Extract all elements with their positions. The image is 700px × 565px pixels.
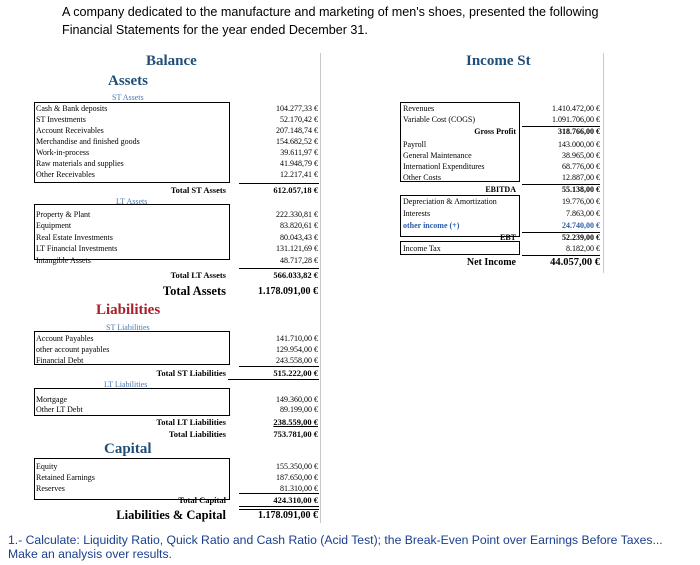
st-asset-value: 207.148,74 € bbox=[276, 126, 318, 135]
other-costs-value: 12.887,00 € bbox=[562, 173, 600, 182]
lt-asset-value: 222.330,81 € bbox=[276, 210, 318, 219]
revenues-label: Revenues bbox=[403, 104, 435, 113]
total-rule bbox=[522, 255, 600, 256]
other-income-value: 24.740,00 € bbox=[562, 221, 600, 230]
total-lt-liabilities-label: Total LT Liabilities bbox=[156, 417, 226, 427]
lt-asset-label: LT Financial Investments bbox=[36, 244, 118, 253]
column-divider bbox=[320, 53, 321, 523]
total-rule bbox=[239, 183, 319, 184]
financial-statements-sheet bbox=[34, 47, 604, 525]
other-costs-label: Other Costs bbox=[403, 173, 441, 182]
ebitda-label: EBITDA bbox=[485, 185, 516, 194]
st-asset-label: Account Receivables bbox=[36, 126, 104, 135]
st-liability-label: Account Payables bbox=[36, 334, 94, 343]
liab-capital-label: Liabilities & Capital bbox=[116, 508, 226, 522]
total-assets-label: Total Assets bbox=[162, 284, 226, 298]
st-asset-value: 52.170,42 € bbox=[280, 115, 318, 124]
lt-liability-value: 149.360,00 € bbox=[276, 395, 318, 404]
st-liability-value: 129.954,00 € bbox=[276, 345, 318, 354]
lt-asset-value: 131.121,69 € bbox=[276, 244, 318, 253]
lt-asset-value: 80.043,43 € bbox=[280, 233, 318, 242]
question-line-1: 1.- Calculate: Liquidity Ratio, Quick Ratio and Cash Ratio (Acid Test); the Break-Even Point over Earnings Before Taxes... bbox=[8, 533, 663, 547]
lt-liability-value: 89.199,00 € bbox=[280, 405, 318, 414]
st-liabilities-label: ST Liabilities bbox=[106, 323, 150, 332]
payroll-value: 143.000,00 € bbox=[558, 140, 600, 149]
capital-label: Retained Earnings bbox=[36, 473, 95, 482]
st-asset-label: Other Receivables bbox=[36, 170, 95, 179]
st-asset-value: 12.217,41 € bbox=[280, 170, 318, 179]
liabilities-heading: Liabilities bbox=[96, 302, 161, 318]
st-liability-label: Financial Debt bbox=[36, 356, 84, 365]
st-assets-label: ST Assets bbox=[112, 93, 144, 102]
st-asset-label: Raw materials and supplies bbox=[36, 159, 124, 168]
maintenance-label: General Maintenance bbox=[403, 151, 472, 160]
total-rule bbox=[239, 493, 319, 494]
st-asset-label: Merchandise and finished goods bbox=[36, 137, 140, 146]
ebt-value: 52.239,00 € bbox=[562, 233, 600, 242]
lt-asset-label: Equipment bbox=[36, 221, 72, 230]
capital-label: Equity bbox=[36, 462, 58, 471]
capital-value: 155.350,00 € bbox=[276, 462, 318, 471]
lt-asset-label: Real Estate Investments bbox=[36, 233, 113, 242]
total-lt-assets-value: 566.033,82 € bbox=[273, 270, 318, 280]
lt-asset-label: Intangible Assets bbox=[36, 256, 91, 265]
st-asset-value: 41.948,79 € bbox=[280, 159, 318, 168]
interests-value: 7.863,00 € bbox=[566, 209, 600, 218]
net-income-label: Net Income bbox=[466, 257, 516, 268]
net-income-value: 44.057,00 € bbox=[550, 257, 600, 268]
ebitda-value: 55.138,00 € bbox=[562, 185, 600, 194]
total-capital-value: 424.310,00 € bbox=[273, 495, 318, 505]
total-underline bbox=[228, 379, 319, 380]
lt-liabilities-label: LT Liabilities bbox=[104, 380, 148, 389]
capital-value: 81.310,00 € bbox=[280, 484, 318, 493]
lt-liability-label: Mortgage bbox=[36, 395, 68, 404]
total-liabilities-value: 753.781,00 € bbox=[273, 429, 318, 439]
interests-label: Interests bbox=[403, 209, 431, 218]
gross-profit-label: Gross Profit bbox=[474, 127, 516, 136]
st-asset-value: 154.682,52 € bbox=[276, 137, 318, 146]
payroll-label: Payroll bbox=[403, 140, 427, 149]
ebt-label: EBT bbox=[499, 233, 516, 242]
intro-line-2: Financial Statements for the year ended December 31. bbox=[62, 23, 368, 37]
intro-line-1: A company dedicated to the manufacture and marketing of men's shoes, presented the following bbox=[62, 5, 599, 19]
income-title: Income St bbox=[466, 53, 531, 69]
total-rule bbox=[239, 268, 319, 269]
tax-value: 8.182,00 € bbox=[566, 244, 600, 253]
total-st-assets-value: 612.057,18 € bbox=[273, 185, 318, 195]
maintenance-value: 38.965,00 € bbox=[562, 151, 600, 160]
assets-heading: Assets bbox=[108, 73, 148, 89]
st-asset-label: Cash & Bank deposits bbox=[36, 104, 108, 113]
st-asset-label: ST Investments bbox=[36, 115, 86, 124]
intl-exp-value: 68.776,00 € bbox=[562, 162, 600, 171]
cogs-value: 1.091.706,00 € bbox=[552, 115, 600, 124]
lt-asset-value: 48.717,28 € bbox=[280, 256, 318, 265]
total-lt-liabilities-value: 238.559,00 € bbox=[273, 417, 318, 427]
lt-liability-label: Other LT Debt bbox=[36, 405, 83, 414]
gross-profit-value: 318.766,00 € bbox=[558, 127, 600, 136]
total-st-liabilities-label: Total ST Liabilities bbox=[156, 368, 226, 378]
st-asset-value: 39.611,97 € bbox=[280, 148, 318, 157]
capital-label: Reserves bbox=[36, 484, 65, 493]
lt-asset-label: Property & Plant bbox=[36, 210, 91, 219]
sheet-right-edge bbox=[603, 53, 604, 273]
total-lt-assets-label: Total LT Assets bbox=[170, 270, 226, 280]
capital-heading: Capital bbox=[104, 441, 152, 457]
question-line-2: Make an analysis over results. bbox=[8, 547, 172, 561]
st-asset-label: Work-in-process bbox=[36, 148, 90, 157]
total-st-liabilities-value: 515.222,00 € bbox=[273, 368, 318, 378]
other-income-label: other income (+) bbox=[403, 221, 460, 230]
st-asset-value: 104.277,33 € bbox=[276, 104, 318, 113]
tax-label: Income Tax bbox=[403, 244, 441, 253]
total-liabilities-label: Total Liabilities bbox=[168, 429, 226, 439]
capital-value: 187.650,00 € bbox=[276, 473, 318, 482]
dep-label: Depreciation & Amortization bbox=[403, 197, 497, 206]
lt-assets-label: LT Assets bbox=[116, 197, 148, 206]
total-rule bbox=[239, 366, 319, 367]
total-capital-label: Total Capital bbox=[178, 495, 226, 505]
intl-exp-label: Internationl Expenditures bbox=[403, 162, 485, 171]
total-assets-value: 1.178.091,00 € bbox=[258, 286, 318, 297]
liab-capital-value: 1.178.091,00 € bbox=[258, 510, 318, 521]
dep-value: 19.776,00 € bbox=[562, 197, 600, 206]
lt-asset-value: 83.820,61 € bbox=[280, 221, 318, 230]
st-liability-value: 141.710,00 € bbox=[276, 334, 318, 343]
revenues-value: 1.410.472,00 € bbox=[552, 104, 600, 113]
st-liability-value: 243.558,00 € bbox=[276, 356, 318, 365]
balance-title: Balance bbox=[146, 53, 197, 69]
st-liability-label: other account payables bbox=[36, 345, 110, 354]
total-st-assets-label: Total ST Assets bbox=[170, 185, 226, 195]
cogs-label: Variable Cost (COGS) bbox=[403, 115, 475, 124]
